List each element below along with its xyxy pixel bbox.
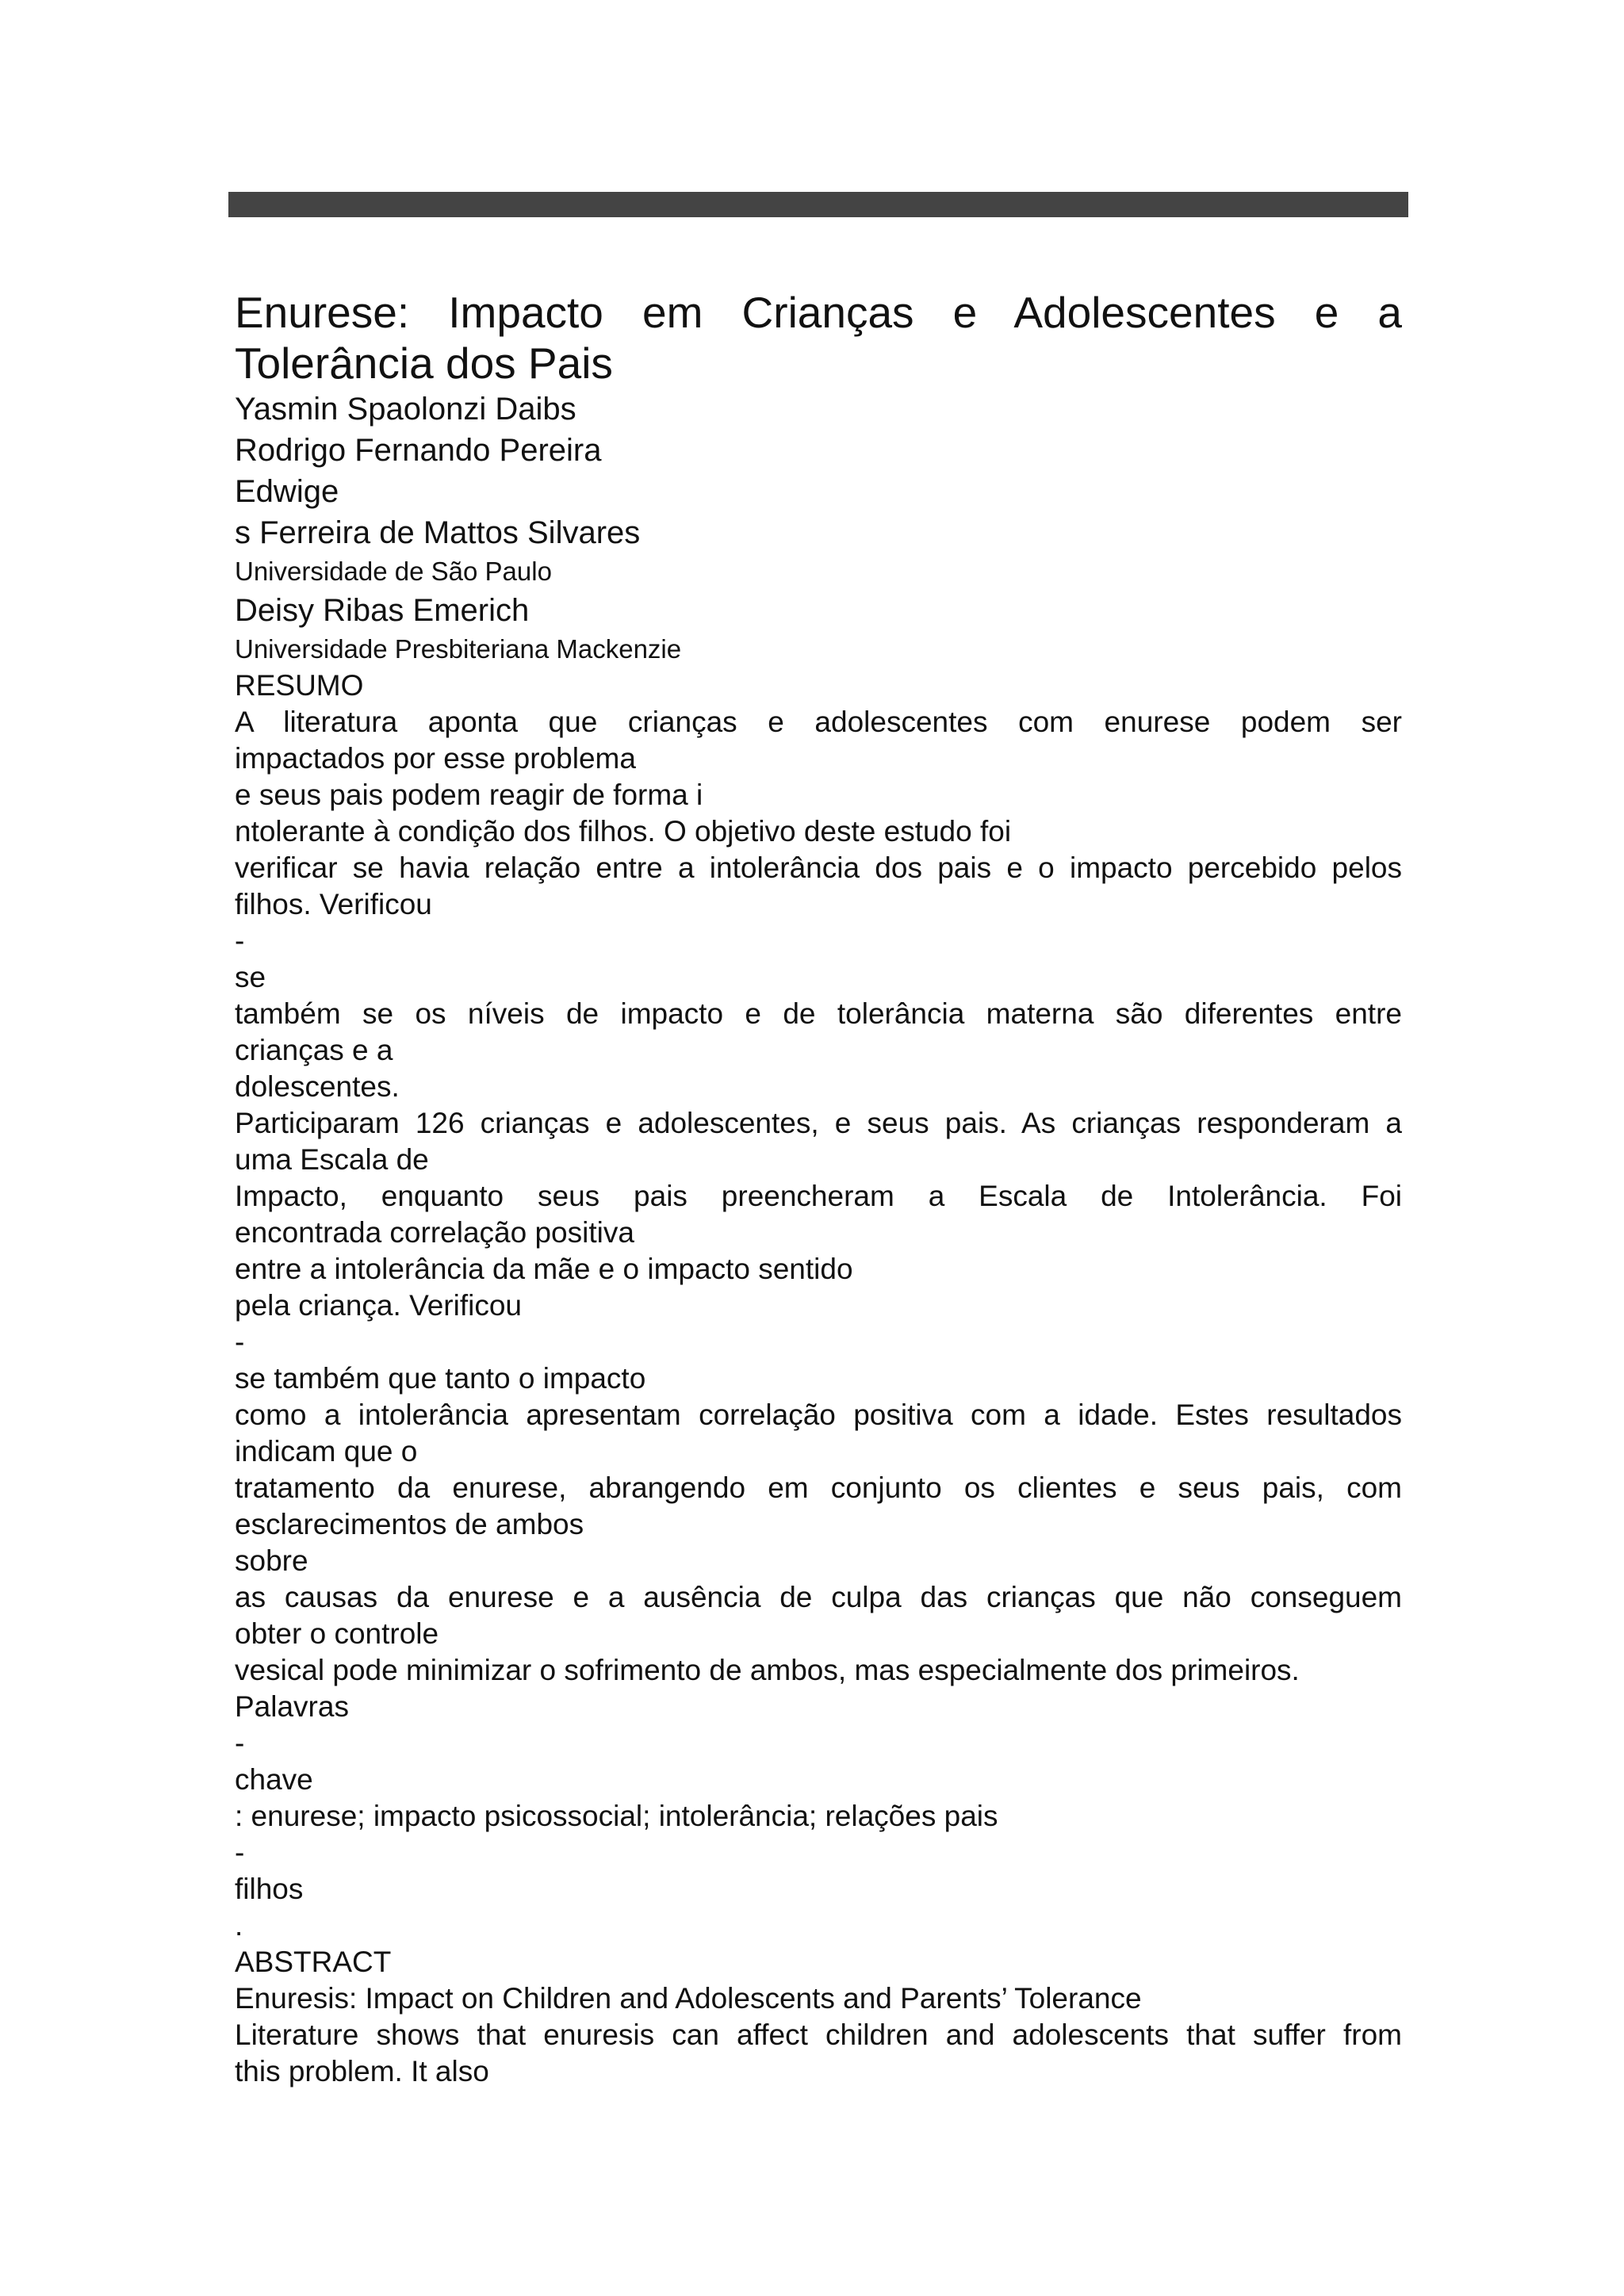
- author-name: Deisy Ribas Emerich: [235, 593, 530, 628]
- text-line: esclarecimentos de ambos: [235, 1508, 584, 1540]
- text-line: crianças e a: [235, 1034, 393, 1066]
- affiliation: Universidade Presbiteriana Mackenzie: [235, 634, 682, 664]
- text-line: -: [235, 924, 245, 957]
- text-line: indicam que o: [235, 1435, 418, 1468]
- text-line: verificar se havia relação entre a intolerância dos pais e o impacto percebido pelos: [235, 851, 1402, 884]
- text-line: filhos: [235, 1873, 304, 1905]
- author-name: Yasmin Spaolonzi Daibs: [235, 392, 576, 427]
- author-name: Edwige: [235, 474, 339, 509]
- text-line: Impacto, enquanto seus pais preencheram a Escala de Intolerância. Foi: [235, 1180, 1402, 1212]
- affiliation: Universidade de São Paulo: [235, 557, 552, 586]
- section-heading-abstract: ABSTRACT: [235, 1946, 392, 1978]
- title-line-1: Enurese: Impacto em Crianças e Adolescentes e a: [235, 288, 1402, 337]
- header-rule: [228, 192, 1408, 217]
- text-line: as causas da enurese e a ausência de culpa das crianças que não conseguem: [235, 1581, 1402, 1613]
- text-line: pela criança. Verificou: [235, 1289, 522, 1322]
- text-line: -: [235, 1326, 245, 1358]
- text-line: -: [235, 1727, 245, 1759]
- paper-title: [235, 287, 1402, 388]
- text-line: impactados por esse problema: [235, 742, 636, 775]
- text-line: dolescentes.: [235, 1070, 400, 1103]
- author-name: s Ferreira de Mattos Silvares: [235, 515, 641, 550]
- keywords-line: : enurese; impacto psicossocial; intolerância; relações pais: [235, 1800, 998, 1832]
- text-line: filhos. Verificou: [235, 888, 432, 920]
- text-line: entre a intolerância da mãe e o impacto sentido: [235, 1253, 853, 1285]
- text-line: se também que tanto o impacto: [235, 1362, 646, 1395]
- text-line: se: [235, 961, 266, 993]
- text-line: chave: [235, 1763, 313, 1796]
- text-line: Literature shows that enuresis can affect children and adolescents that suffer from: [235, 2019, 1402, 2051]
- text-line: também se os níveis de impacto e de tolerância materna são diferentes entre: [235, 997, 1402, 1030]
- text-line: sobre: [235, 1544, 308, 1577]
- text-line: Participaram 126 crianças e adolescentes, e seus pais. As crianças responderam a: [235, 1107, 1402, 1139]
- text-line: uma Escala de: [235, 1143, 429, 1176]
- abstract-title: Enuresis: Impact on Children and Adolescents and Parents’ Tolerance: [235, 1982, 1142, 2015]
- text-line: encontrada correlação positiva: [235, 1216, 634, 1249]
- text-line: -: [235, 1836, 245, 1869]
- author-name: Rodrigo Fernando Pereira: [235, 433, 602, 468]
- text-line: vesical pode minimizar o sofrimento de ambos, mas especialmente dos primeiros.: [235, 1654, 1300, 1686]
- document-body: [235, 287, 1402, 2090]
- text-line: e seus pais podem reagir de forma i: [235, 779, 703, 811]
- text-line: .: [235, 1909, 243, 1942]
- text-line: this problem. It also: [235, 2055, 489, 2087]
- text-line: obter o controle: [235, 1617, 439, 1650]
- text-line: Palavras: [235, 1690, 349, 1723]
- text-line: tratamento da enurese, abrangendo em conjunto os clientes e seus pais, com: [235, 1471, 1402, 1504]
- text-line: A literatura aponta que crianças e adolescentes com enurese podem ser: [235, 706, 1402, 738]
- title-line-2: Tolerância dos Pais: [235, 339, 613, 388]
- text-line: ntolerante à condição dos filhos. O objetivo deste estudo foi: [235, 815, 1012, 848]
- section-heading-resumo: RESUMO: [235, 669, 364, 702]
- text-line: como a intolerância apresentam correlação positiva com a idade. Estes resultados: [235, 1399, 1402, 1431]
